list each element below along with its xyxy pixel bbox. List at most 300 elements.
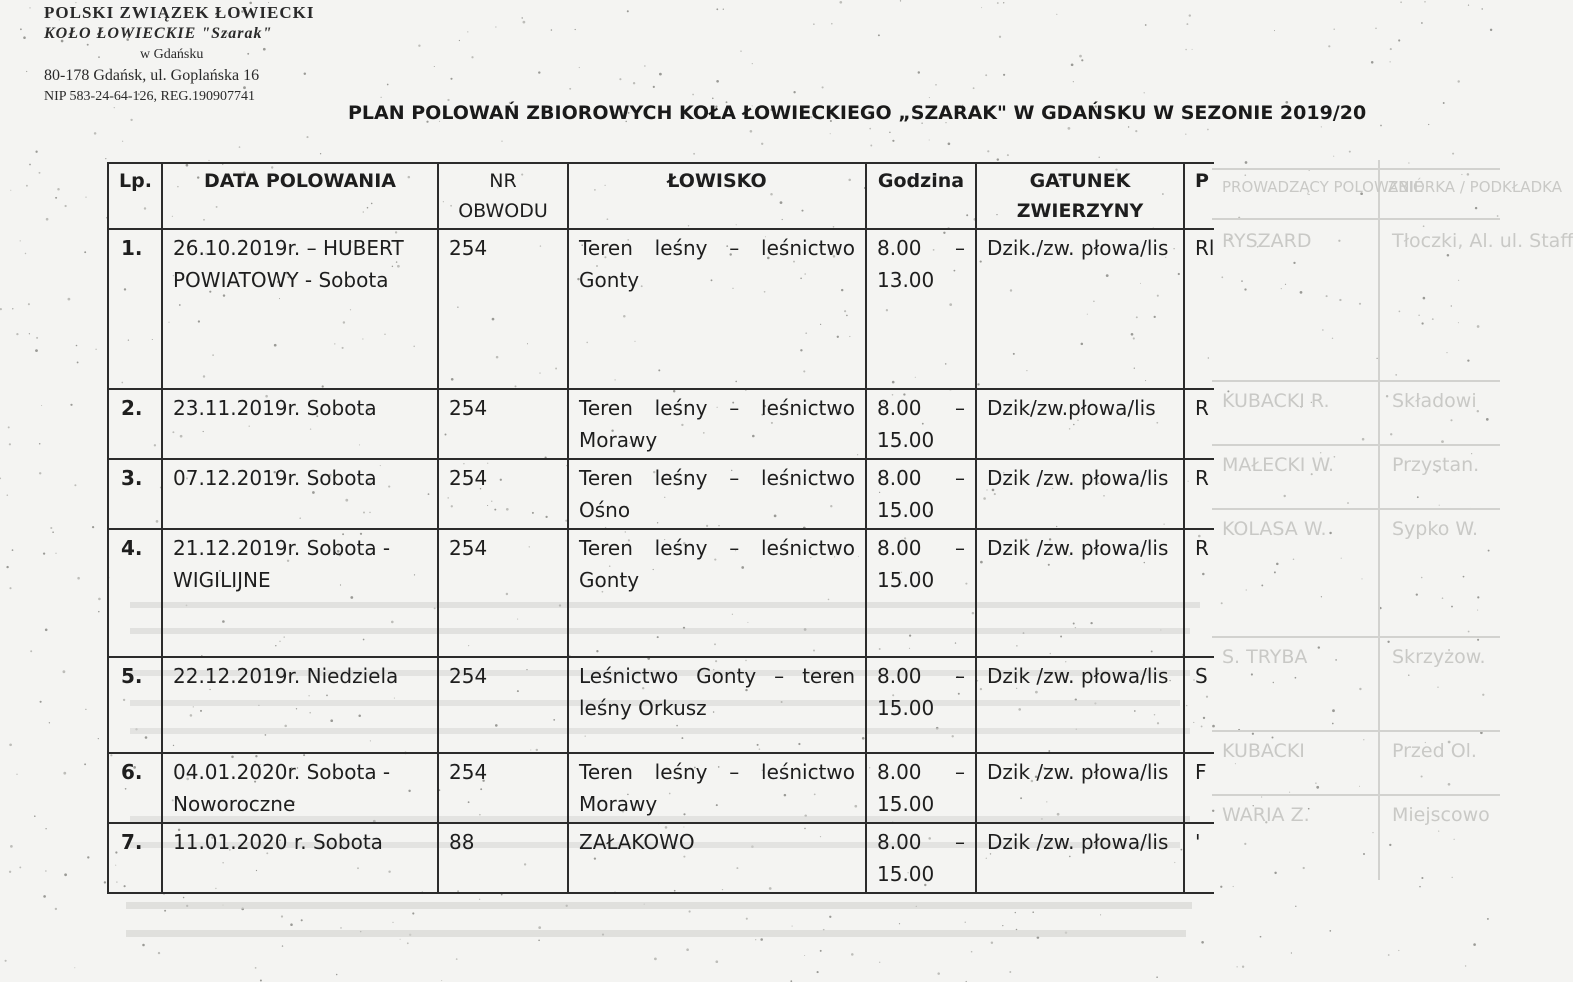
noise-speck: [997, 2, 999, 4]
cell-godzina: 8.00 – 15.00: [866, 753, 976, 823]
noise-speck: [447, 99, 449, 101]
noise-speck: [1333, 29, 1334, 30]
noise-speck: [1450, 419, 1452, 421]
noise-speck: [16, 774, 17, 775]
cell-lp: 7.: [108, 823, 162, 893]
noise-speck: [1007, 154, 1009, 156]
noise-speck: [869, 128, 871, 130]
noise-speck: [1242, 966, 1244, 968]
col-header-lowisko: ŁOWISKO: [568, 163, 866, 229]
table-row: [108, 823, 1214, 893]
noise-speck: [1341, 558, 1342, 559]
noise-speck: [538, 926, 541, 929]
noise-speck: [479, 899, 480, 900]
noise-speck: [94, 132, 97, 135]
noise-speck: [653, 86, 655, 88]
noise-speck: [538, 939, 540, 941]
noise-speck: [551, 29, 553, 31]
noise-speck: [997, 158, 999, 160]
noise-speck: [1291, 952, 1292, 953]
noise-speck: [1276, 563, 1279, 566]
noise-speck: [619, 78, 621, 80]
noise-speck: [1071, 63, 1074, 66]
noise-speck: [30, 650, 32, 652]
noise-speck: [1260, 936, 1262, 938]
table-row: [108, 657, 1214, 753]
noise-speck: [892, 140, 894, 142]
noise-speck: [1237, 966, 1238, 967]
noise-speck: [889, 132, 890, 133]
noise-speck: [689, 910, 691, 912]
cell-lp: 3.: [108, 459, 162, 529]
noise-speck: [1475, 207, 1477, 209]
faded-cell: Przystan.: [1392, 454, 1480, 476]
noise-speck: [1421, 577, 1423, 579]
noise-speck: [1428, 124, 1429, 125]
noise-speck: [85, 709, 86, 710]
noise-speck: [1245, 161, 1248, 164]
noise-speck: [74, 967, 75, 968]
cell-godzina: 8.00 – 15.00: [866, 823, 976, 893]
noise-speck: [39, 172, 41, 174]
hunt-plan-table: [107, 162, 1214, 894]
noise-speck: [1408, 162, 1409, 163]
noise-speck: [1015, 912, 1016, 913]
noise-speck: [26, 185, 28, 187]
noise-speck: [306, 136, 308, 138]
noise-speck: [1186, 23, 1188, 25]
cell-gatunek: Dzik /zw. płowa/lis: [976, 823, 1184, 893]
noise-speck: [57, 188, 60, 191]
noise-speck: [12, 308, 13, 309]
noise-speck: [1003, 74, 1005, 76]
noise-speck: [1185, 49, 1187, 51]
noise-speck: [822, 86, 824, 88]
noise-speck: [1332, 723, 1334, 725]
noise-speck: [84, 251, 86, 253]
noise-speck: [1417, 496, 1419, 498]
noise-speck: [693, 153, 695, 155]
noise-speck: [130, 119, 132, 121]
noise-speck: [320, 153, 321, 154]
noise-speck: [1432, 318, 1434, 320]
cell-data: 07.12.2019r. Sobota: [162, 459, 438, 529]
noise-speck: [87, 856, 89, 858]
noise-speck: [64, 205, 66, 207]
noise-speck: [1244, 843, 1246, 845]
noise-speck: [68, 298, 71, 301]
noise-speck: [28, 303, 30, 305]
noise-speck: [633, 82, 635, 84]
noise-speck: [1477, 610, 1478, 611]
faded-cell: Tłoczki, Al. ul. Staff: [1392, 230, 1573, 252]
noise-speck: [501, 894, 503, 896]
noise-speck: [105, 158, 106, 159]
faded-cell: Składowi: [1392, 390, 1477, 412]
noise-speck: [9, 871, 11, 873]
noise-speck: [1281, 288, 1282, 289]
noise-speck: [55, 908, 57, 910]
noise-speck: [1361, 578, 1362, 579]
noise-speck: [441, 980, 442, 981]
noise-speck: [817, 971, 819, 973]
noise-speck: [114, 107, 115, 108]
noise-speck: [1273, 682, 1274, 683]
cell-nr: 254: [438, 529, 568, 657]
noise-speck: [1339, 299, 1341, 301]
cell-gatunek: Dzik /zw. płowa/lis: [976, 753, 1184, 823]
noise-speck: [1442, 597, 1444, 599]
noise-speck: [1390, 48, 1392, 50]
noise-speck: [63, 670, 66, 673]
noise-speck: [1293, 559, 1295, 561]
noise-speck: [290, 923, 293, 926]
noise-speck: [49, 722, 50, 723]
noise-speck: [716, 80, 719, 83]
noise-speck: [1241, 280, 1243, 282]
noise-speck: [948, 142, 951, 145]
noise-speck: [77, 361, 79, 363]
noise-speck: [830, 133, 831, 134]
noise-speck: [1135, 130, 1137, 132]
noise-speck: [1316, 786, 1319, 789]
faded-cell: Przed Ol.: [1392, 740, 1477, 762]
noise-speck: [1497, 215, 1499, 217]
noise-speck: [40, 701, 42, 703]
noise-speck: [1081, 59, 1083, 61]
noise-speck: [1321, 126, 1322, 127]
noise-speck: [92, 526, 94, 528]
faded-cell: KOLASA W.: [1222, 518, 1327, 540]
noise-speck: [41, 405, 42, 406]
noise-speck: [1458, 280, 1459, 281]
cell-godzina: 8.00 – 15.00: [866, 459, 976, 529]
noise-speck: [1322, 329, 1323, 330]
noise-speck: [70, 404, 72, 406]
noise-speck: [999, 36, 1001, 38]
noise-speck: [98, 598, 101, 601]
noise-speck: [1473, 943, 1476, 946]
noise-speck: [740, 50, 742, 52]
faded-cell: KUBACKI: [1222, 740, 1305, 762]
cell-gatunek: Dzik /zw. płowa/lis: [976, 657, 1184, 753]
noise-speck: [971, 951, 973, 953]
cell-nr: 254: [438, 753, 568, 823]
noise-speck: [1274, 571, 1276, 573]
noise-speck: [64, 873, 67, 876]
noise-speck: [1201, 941, 1204, 944]
col-header-gatunek: GATUNEK ZWIERZYNY: [976, 163, 1184, 229]
noise-speck: [1390, 61, 1391, 62]
noise-speck: [400, 939, 401, 940]
noise-speck: [23, 36, 26, 39]
noise-speck: [1221, 602, 1223, 604]
cell-lp: 6.: [108, 753, 162, 823]
letterhead: [44, 2, 315, 107]
noise-speck: [870, 145, 872, 147]
noise-speck: [164, 910, 166, 912]
noise-speck: [1416, 593, 1418, 595]
noise-speck: [1398, 39, 1400, 41]
noise-speck: [412, 912, 414, 914]
noise-speck: [1326, 295, 1328, 297]
noise-speck: [579, 67, 580, 68]
noise-speck: [1446, 352, 1447, 353]
noise-speck: [1487, 918, 1489, 920]
cell-lp: 1.: [108, 229, 162, 389]
cell-nr: 254: [438, 229, 568, 389]
faded-cell: WARIA Z.: [1222, 804, 1310, 826]
faded-header-prowadzacy: PROWADZĄCY POLOWANIE: [1222, 178, 1424, 196]
noise-speck: [9, 743, 12, 746]
col-header-godzina: Godzina: [866, 163, 976, 229]
noise-speck: [52, 531, 54, 533]
noise-speck: [1481, 8, 1482, 9]
noise-speck: [16, 333, 18, 335]
cell-lp: 4.: [108, 529, 162, 657]
noise-speck: [434, 66, 435, 67]
noise-speck: [1421, 775, 1423, 777]
noise-speck: [29, 7, 30, 8]
cell-gatunek: Dzik /zw. płowa/lis: [976, 459, 1184, 529]
col-header-lp: Lp.: [108, 163, 162, 229]
noise-speck: [1251, 673, 1253, 675]
noise-speck: [1400, 1, 1402, 3]
table-header-row: [108, 163, 1214, 229]
noise-speck: [1463, 576, 1465, 578]
cell-lp: 5.: [108, 657, 162, 753]
cell-lowisko: Teren leśny – leśnictwo Morawy: [568, 389, 866, 459]
noise-speck: [1362, 438, 1365, 441]
noise-speck: [183, 897, 185, 899]
cell-data: 21.12.2019r. Sobota - WIGILIJNE: [162, 529, 438, 657]
noise-speck: [1032, 911, 1034, 913]
noise-speck: [282, 945, 283, 946]
noise-speck: [1477, 325, 1480, 328]
noise-speck: [239, 146, 241, 148]
noise-speck: [340, 927, 342, 929]
noise-speck: [10, 190, 11, 191]
noise-speck: [829, 916, 831, 918]
noise-speck: [1359, 786, 1360, 787]
noise-speck: [965, 922, 966, 923]
noise-speck: [569, 88, 571, 90]
noise-speck: [659, 73, 662, 76]
noise-speck: [12, 549, 14, 551]
noise-speck: [1300, 291, 1303, 294]
noise-speck: [55, 197, 57, 199]
noise-speck: [1424, 1, 1426, 3]
cell-prowadzacy: R: [1184, 529, 1214, 657]
noise-speck: [1468, 631, 1470, 633]
noise-speck: [281, 915, 283, 917]
noise-speck: [1347, 502, 1349, 504]
noise-speck: [813, 23, 814, 24]
noise-speck: [1421, 877, 1423, 879]
noise-speck: [1246, 589, 1247, 590]
noise-speck: [1321, 596, 1322, 597]
table-row: [108, 389, 1214, 459]
club-city: w Gdańsku: [140, 47, 204, 62]
cell-gatunek: Dzik./zw. płowa/lis: [976, 229, 1184, 389]
noise-speck: [991, 942, 993, 944]
noise-speck: [792, 926, 793, 927]
document-title: PLAN POLOWAŃ ZBIOROWYCH KOŁA ŁOWIECKIEGO „SZARAK" W GDAŃSKU W SEZONIE 2019/20: [348, 102, 1367, 124]
noise-speck: [29, 333, 30, 334]
noise-speck: [501, 141, 502, 142]
cell-nr: 254: [438, 459, 568, 529]
cell-gatunek: Dzik /zw. płowa/lis: [976, 529, 1184, 657]
noise-speck: [716, 8, 718, 10]
noise-speck: [1457, 80, 1459, 82]
cell-gatunek: Dzik/zw.płowa/lis: [976, 389, 1184, 459]
noise-speck: [899, 923, 900, 924]
noise-speck: [84, 763, 86, 765]
noise-speck: [450, 78, 452, 80]
noise-speck: [467, 31, 468, 32]
noise-speck: [1156, 976, 1158, 978]
noise-speck: [712, 98, 714, 100]
noise-speck: [1380, 125, 1382, 127]
noise-speck: [900, 0, 901, 1]
noise-speck: [98, 611, 100, 613]
noise-speck: [260, 979, 262, 981]
noise-speck: [1338, 240, 1340, 242]
noise-speck: [20, 28, 22, 30]
noise-speck: [1477, 410, 1479, 412]
noise-speck: [39, 443, 41, 445]
cell-godzina: 8.00 – 15.00: [866, 389, 976, 459]
noise-speck: [627, 10, 629, 12]
noise-speck: [1482, 694, 1484, 696]
cell-prowadzacy: ': [1184, 823, 1214, 893]
cell-godzina: 8.00 – 13.00: [866, 229, 976, 389]
noise-speck: [0, 308, 2, 310]
cell-lowisko: Teren leśny – leśnictwo Ośno: [568, 459, 866, 529]
noise-speck: [418, 45, 420, 47]
noise-speck: [459, 40, 460, 41]
noise-speck: [0, 477, 1, 479]
cell-godzina: 8.00 – 15.00: [866, 657, 976, 753]
noise-speck: [1438, 830, 1439, 831]
noise-speck: [686, 948, 689, 951]
noise-speck: [575, 29, 576, 30]
noise-speck: [20, 240, 21, 241]
noise-speck: [43, 895, 46, 898]
noise-speck: [1233, 886, 1234, 887]
noise-speck: [973, 87, 975, 89]
noise-speck: [387, 84, 389, 86]
noise-speck: [6, 566, 8, 568]
noise-speck: [95, 349, 96, 350]
noise-speck: [929, 139, 930, 140]
noise-speck: [1328, 45, 1330, 47]
noise-speck: [45, 629, 48, 632]
noise-speck: [25, 253, 26, 254]
noise-speck: [45, 828, 46, 829]
noise-speck: [35, 349, 38, 352]
noise-speck: [1003, 2, 1004, 3]
noise-speck: [1408, 675, 1409, 676]
noise-speck: [839, 1, 842, 4]
noise-speck: [1372, 832, 1373, 833]
noise-speck: [1452, 153, 1454, 155]
noise-speck: [1477, 596, 1479, 598]
cell-prowadzacy: R: [1184, 459, 1214, 529]
noise-speck: [301, 919, 303, 921]
noise-speck: [1421, 22, 1423, 24]
noise-speck: [1333, 156, 1334, 157]
noise-speck: [1283, 495, 1285, 497]
noise-speck: [1261, 796, 1262, 797]
noise-speck: [1465, 965, 1466, 966]
noise-speck: [1451, 305, 1452, 306]
noise-speck: [1467, 359, 1469, 361]
noise-speck: [1295, 677, 1297, 679]
noise-speck: [1332, 709, 1335, 712]
col-header-prowadzacy: P: [1184, 163, 1214, 229]
club-address: 80-178 Gdańsk, ul. Goplańska 16: [44, 67, 260, 84]
cell-data: 26.10.2019r. – HUBERT POWIATOWY - Sobota: [162, 229, 438, 389]
noise-speck: [1441, 440, 1444, 443]
table-row: [108, 459, 1214, 529]
cell-lp: 2.: [108, 389, 162, 459]
table-row: [108, 529, 1214, 657]
noise-speck: [1144, 92, 1145, 93]
cell-lowisko: Teren leśny – leśnictwo Gonty: [568, 229, 866, 389]
noise-speck: [1099, 157, 1100, 158]
noise-speck: [1329, 532, 1331, 534]
noise-speck: [74, 484, 76, 486]
noise-speck: [85, 196, 86, 197]
noise-speck: [761, 143, 763, 145]
noise-speck: [158, 952, 160, 954]
noise-speck: [1207, 129, 1209, 131]
noise-speck: [5, 960, 7, 962]
noise-speck: [9, 587, 11, 589]
noise-speck: [1349, 151, 1351, 153]
noise-speck: [1388, 954, 1390, 956]
noise-speck: [654, 958, 657, 961]
noise-speck: [879, 962, 880, 963]
noise-speck: [45, 870, 46, 871]
noise-speck: [407, 942, 409, 944]
cell-nr: 254: [438, 657, 568, 753]
noise-speck: [1398, 950, 1399, 951]
noise-speck: [1079, 55, 1082, 58]
cell-lowisko: Teren leśny – leśnictwo Morawy: [568, 753, 866, 823]
noise-speck: [1448, 783, 1451, 786]
noise-speck: [929, 97, 930, 98]
noise-speck: [1128, 126, 1129, 127]
noise-speck: [1399, 311, 1401, 313]
noise-speck: [122, 141, 123, 142]
table-row: [108, 229, 1214, 389]
noise-speck: [381, 97, 382, 98]
noise-speck: [831, 23, 833, 25]
noise-speck: [1185, 134, 1186, 135]
noise-speck: [19, 866, 21, 868]
noise-speck: [1386, 395, 1388, 397]
noise-speck: [1423, 297, 1426, 300]
noise-speck: [746, 918, 748, 920]
noise-speck: [39, 472, 41, 474]
noise-speck: [34, 815, 36, 817]
faded-header-zbiorka: ZBIÓRKA / PODKŁADKA: [1388, 178, 1562, 196]
noise-speck: [1295, 906, 1296, 907]
noise-speck: [1335, 659, 1337, 661]
noise-speck: [521, 17, 522, 18]
